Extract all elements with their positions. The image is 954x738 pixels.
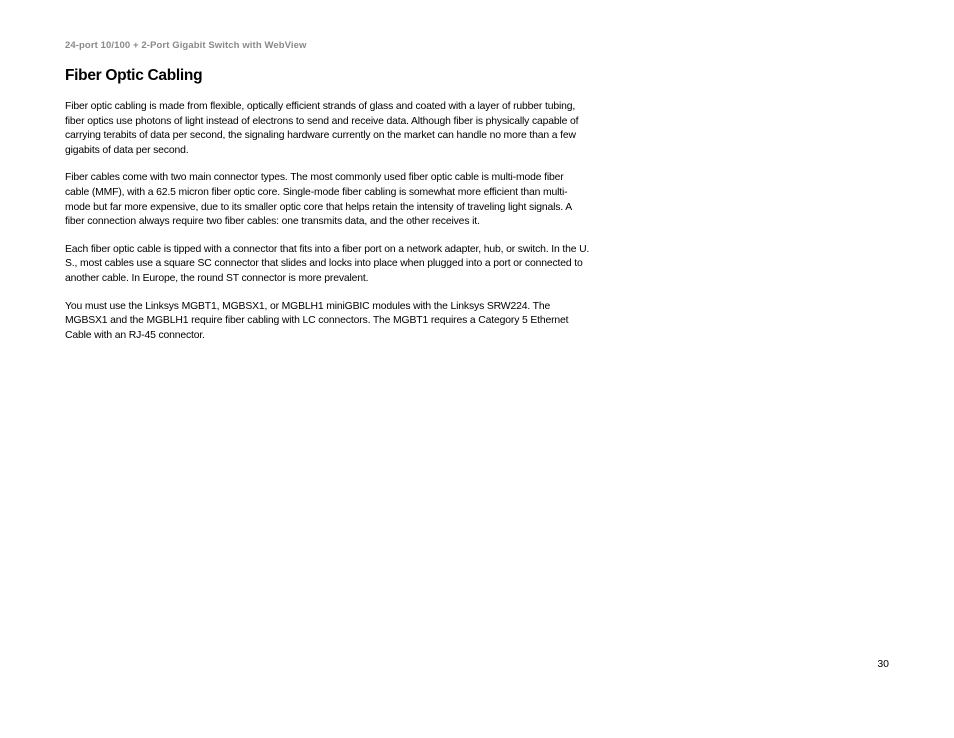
- paragraph-minigbic-modules: You must use the Linksys MGBT1, MGBSX1, or MGBLH1 miniGBIC modules with the Linksys SRW224. The MGBSX1 and the MGBLH1 require fiber cabling with LC connectors. The MGBT1 requires a Category 5 Ethernet Cable with an RJ-45 connector.: [65, 300, 569, 341]
- paragraph-fiber-overview: Fiber optic cabling is made from flexible, optically efficient strands of glass and coated with a layer of rubber tubing, fiber optics use photons of light instead of electrons to send and receive data. Although fiber is physically capable of carrying terabits of data per second, the signaling hardware currently on the market can handle no more than a few gigabits of data per second.: [65, 101, 579, 156]
- section-title: Fiber Optic Cabling: [65, 67, 203, 84]
- page-number: 30: [877, 658, 889, 670]
- body-text: [65, 100, 590, 356]
- running-header: 24-port 10/100 + 2-Port Gigabit Switch with WebView: [65, 40, 307, 51]
- paragraph-connector-tips: Each fiber optic cable is tipped with a connector that fits into a fiber port on a network adapter, hub, or switch. In the U. S., most cables use a square SC connector that slides and locks into place when plugged into a port or connected to another cable. In Europe, the round ST connector is more prevalent.: [65, 243, 590, 284]
- paragraph-connector-types: Fiber cables come with two main connector types. The most commonly used fiber optic cable is multi-mode fiber cable (MMF), with a 62.5 micron fiber optic core. Single-mode fiber cabling is somewhat more efficient than multi-mode but far more expensive, due to its smaller optic core that helps retain the intensity of traveling light signals. A fiber connection always require two fiber cables: one transmits data, and the other receives it.: [65, 172, 572, 228]
